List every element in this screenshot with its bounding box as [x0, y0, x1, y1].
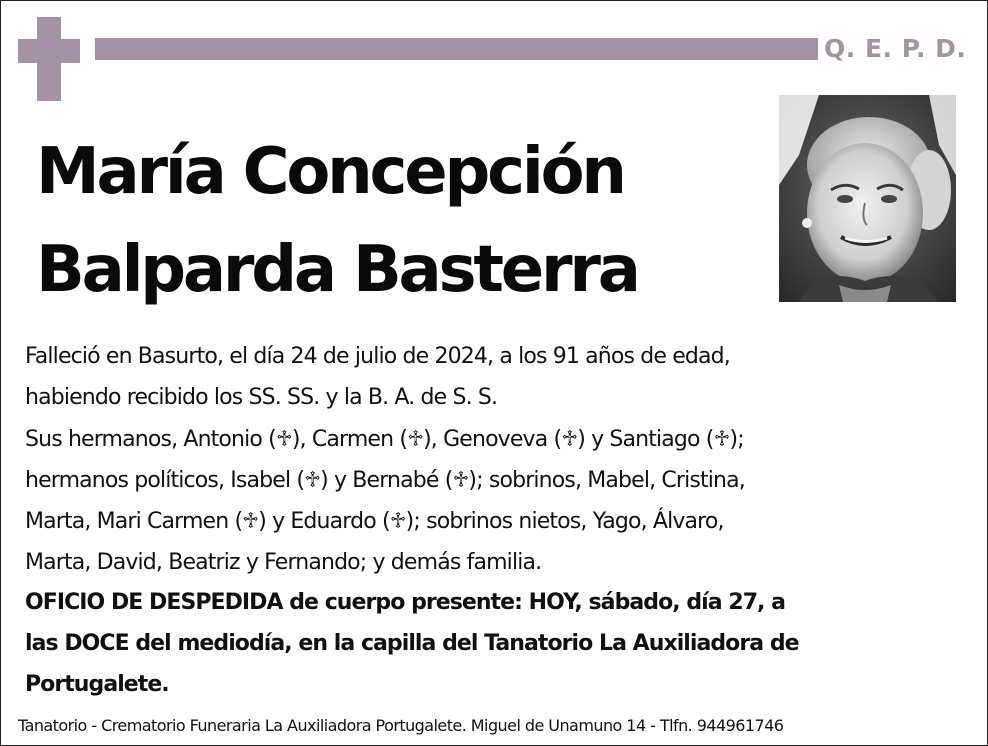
text-line: OFICIO DE DESPEDIDA de cuerpo presente: HOY, sábado, día 27, a	[25, 590, 786, 615]
text-line: habiendo recibido los SS. SS. y la B. A. de S. S.	[25, 385, 498, 410]
death-announcement	[25, 336, 955, 418]
text-line: hermanos políticos, Isabel (♱) y Bernabé (♱); sobrinos, Mabel, Cristina,	[25, 468, 745, 493]
qepd-label: Q. E. P. D.	[824, 34, 967, 63]
cross-horizontal-bar	[18, 39, 80, 63]
portrait-photo	[779, 95, 956, 302]
text-line: las DOCE del mediodía, en la capilla del Tanatorio La Auxiliadora de	[25, 631, 799, 656]
text-line: Sus hermanos, Antonio (♱), Carmen (♱), Genoveva (♱) y Santiago (♱);	[25, 427, 744, 452]
funeral-service-info	[25, 582, 955, 705]
header-rule	[95, 38, 818, 60]
text-line: Marta, David, Beatriz y Fernando; y demás familia.	[25, 550, 542, 575]
deceased-name-last: Balparda Basterra	[36, 233, 638, 307]
family-list	[25, 419, 955, 583]
funeral-home-footer: Tanatorio - Crematorio Funeraria La Auxiliadora Portugalete. Miguel de Unamuno 14 - Tlfn. 944961746	[18, 716, 784, 735]
text-line: Portugalete.	[25, 672, 169, 697]
text-line: Falleció en Basurto, el día 24 de julio de 2024, a los 91 años de edad,	[25, 344, 730, 369]
text-line: Marta, Mari Carmen (♱) y Eduardo (♱); sobrinos nietos, Yago, Álvaro,	[25, 509, 724, 534]
deceased-name-first: María Concepción	[36, 135, 624, 209]
